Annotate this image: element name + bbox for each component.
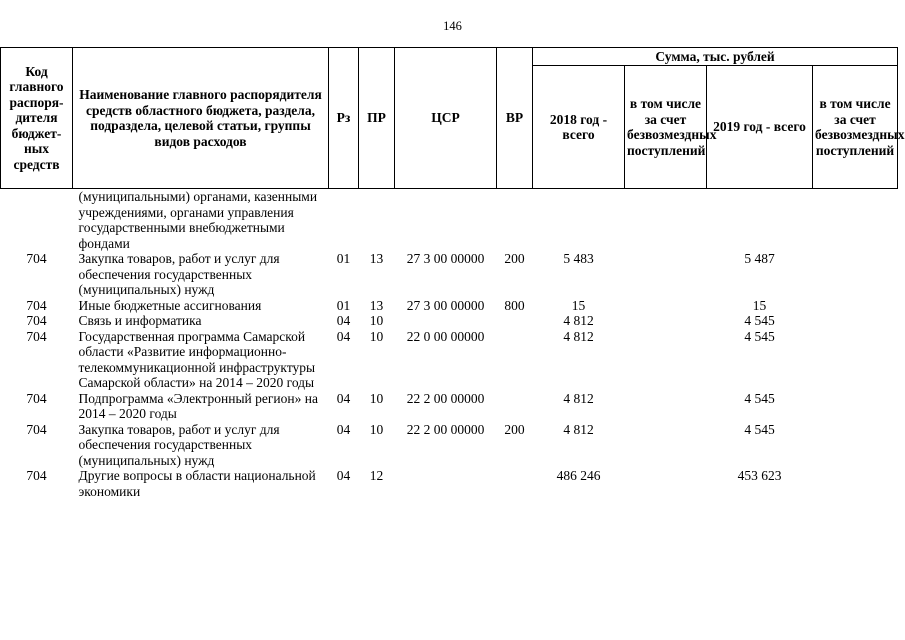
table-row <box>1 189 898 252</box>
cell-code: 704 <box>26 251 47 266</box>
table-row <box>1 298 898 314</box>
header-code: Код главного распоря-дителя бюджет-ных средств <box>1 48 73 189</box>
table-header <box>1 48 905 189</box>
cell-vr <box>497 189 533 252</box>
cell-total-2019: 15 <box>752 297 767 313</box>
cell-name: Другие вопросы в области национальной экономики <box>78 468 316 499</box>
table-body <box>1 189 898 500</box>
cell-csr <box>395 313 497 329</box>
cell-code <box>1 189 73 252</box>
table-row <box>1 468 898 499</box>
cell-csr: 27 3 00 00000 <box>406 297 485 313</box>
cell-gratuitous-2019 <box>813 468 898 499</box>
cell-rz <box>329 189 359 252</box>
cell-rz: 04 <box>336 421 351 437</box>
cell-code: 704 <box>26 390 47 406</box>
cell-pr: 10 <box>369 313 384 328</box>
cell-gratuitous-2018 <box>625 422 707 469</box>
cell-total-2018: 4 812 <box>563 390 594 406</box>
cell-pr <box>359 189 395 252</box>
cell-name: Государственная программа Самарской области «Развитие информационно-телекоммуникационной инфраструктуры Самарской области» на 2014 – 2020 годы <box>78 328 316 390</box>
cell-csr: 22 2 00 00000 <box>406 390 485 406</box>
cell-total-2019: 4 545 <box>744 421 775 437</box>
cell-total-2019 <box>707 189 813 252</box>
header-gratuitous-2019: в том числе за счет безвозмездных поступлений <box>813 66 898 189</box>
cell-code: 704 <box>26 297 47 313</box>
cell-total-2018: 4 812 <box>563 421 594 437</box>
cell-gratuitous-2018 <box>625 189 707 252</box>
table-row <box>1 391 898 422</box>
table-row <box>1 313 898 329</box>
table-row <box>1 329 898 391</box>
header-gratuitous-2018: в том числе за счет безвозмездных поступлений <box>625 66 707 189</box>
cell-name: (муниципальными) органами, казенными учреждениями, органами управления государственными внебюджетными фондами <box>78 189 318 251</box>
cell-pr: 13 <box>369 251 384 266</box>
cell-vr <box>497 391 533 422</box>
cell-rz: 04 <box>336 468 351 483</box>
header-csr: ЦСР <box>395 48 497 189</box>
cell-pr: 10 <box>369 421 384 437</box>
header-total-2018: 2018 год - всего <box>533 66 625 189</box>
cell-total-2019: 453 623 <box>737 468 782 483</box>
cell-rz: 04 <box>336 328 351 344</box>
cell-name: Закупка товаров, работ и услуг для обеспечения государственных (муниципальных) нужд <box>78 421 280 468</box>
cell-csr: 22 2 00 00000 <box>406 421 485 437</box>
cell-gratuitous-2018 <box>625 298 707 314</box>
cell-gratuitous-2019 <box>813 329 898 391</box>
cell-gratuitous-2019 <box>813 422 898 469</box>
cell-total-2019: 4 545 <box>744 390 775 406</box>
cell-total-2018: 15 <box>571 297 586 313</box>
cell-rz: 04 <box>336 390 351 406</box>
cell-vr <box>497 468 533 499</box>
cell-csr <box>395 189 497 252</box>
cell-pr: 13 <box>369 297 384 313</box>
cell-gratuitous-2019 <box>813 391 898 422</box>
cell-csr: 27 3 00 00000 <box>406 251 485 266</box>
cell-vr <box>497 329 533 391</box>
cell-gratuitous-2019 <box>813 189 898 252</box>
cell-code: 704 <box>26 421 47 437</box>
cell-code: 704 <box>26 468 47 483</box>
cell-total-2018: 4 812 <box>563 328 594 344</box>
cell-vr: 200 <box>504 421 525 437</box>
cell-csr <box>395 468 497 499</box>
cell-pr: 12 <box>369 468 384 483</box>
cell-name: Закупка товаров, работ и услуг для обеспечения государственных (муниципальных) нужд <box>78 251 280 297</box>
cell-total-2018: 5 483 <box>563 251 594 266</box>
table-row <box>1 251 898 298</box>
cell-rz: 04 <box>336 313 351 328</box>
header-total-2019: 2019 год - всего <box>707 66 813 189</box>
header-name: Наименование главного распорядителя средств областного бюджета, раздела, подраздела, целевой статьи, группы видов расходов <box>73 48 329 189</box>
cell-total-2018 <box>533 189 625 252</box>
cell-total-2019: 5 487 <box>744 251 775 266</box>
cell-pr: 10 <box>369 328 384 344</box>
cell-vr <box>497 313 533 329</box>
budget-table <box>0 47 905 499</box>
cell-rz: 01 <box>336 297 351 313</box>
cell-gratuitous-2018 <box>625 251 707 298</box>
cell-gratuitous-2019 <box>813 298 898 314</box>
cell-total-2019: 4 545 <box>744 328 775 344</box>
header-pr: ПР <box>359 48 395 189</box>
cell-total-2019: 4 545 <box>744 313 775 328</box>
cell-code: 704 <box>26 328 47 344</box>
cell-gratuitous-2018 <box>625 329 707 391</box>
page-number: 146 <box>443 19 462 33</box>
cell-gratuitous-2019 <box>813 313 898 329</box>
header-vr: ВР <box>497 48 533 189</box>
table-row <box>1 422 898 469</box>
cell-vr: 200 <box>504 251 525 266</box>
cell-csr: 22 0 00 00000 <box>406 328 485 344</box>
cell-name: Иные бюджетные ассигнования <box>78 297 262 313</box>
cell-vr: 800 <box>504 297 525 313</box>
cell-total-2018: 486 246 <box>556 468 601 483</box>
header-rz: Рз <box>329 48 359 189</box>
cell-pr: 10 <box>369 390 384 406</box>
cell-gratuitous-2019 <box>813 251 898 298</box>
cell-total-2018: 4 812 <box>563 313 594 328</box>
cell-name: Связь и информатика <box>78 313 202 328</box>
cell-name: Подпрограмма «Электронный регион» на 2014 – 2020 годы <box>78 390 318 421</box>
cell-rz: 01 <box>336 251 351 266</box>
cell-code: 704 <box>26 313 47 328</box>
header-sum: Сумма, тыс. рублей <box>533 48 898 66</box>
cell-gratuitous-2018 <box>625 391 707 422</box>
cell-gratuitous-2018 <box>625 313 707 329</box>
cell-gratuitous-2018 <box>625 468 707 499</box>
